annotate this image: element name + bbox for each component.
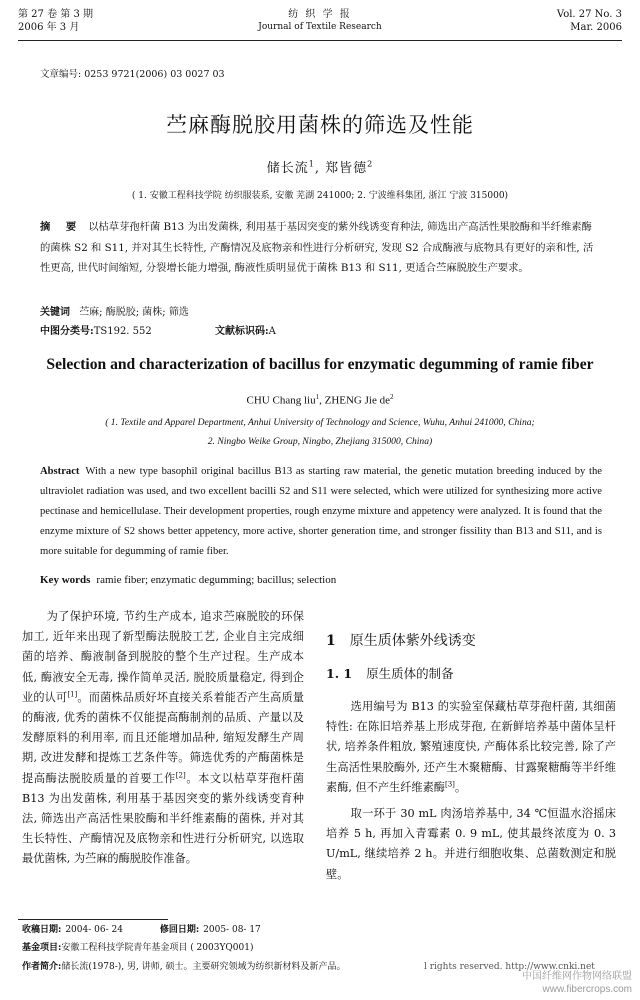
author-bio-text: 储长流(1978-), 男, 讲师, 硕士。主要研究领域为纺织新材料及新产品。 xyxy=(61,962,346,972)
watermark-line-1: 中国纤维网作物网络联盟 xyxy=(522,971,632,982)
ref-3: [3] xyxy=(445,780,455,789)
footnote-fund xyxy=(22,940,253,957)
affiliation-cn: ( 1. 安徽工程科技学院 纺织服装系, 安徽 芜湖 241000; 2. 宁波维科集团, 浙江 宁波 315000) xyxy=(131,191,509,201)
section-1-heading xyxy=(326,630,476,650)
abstract-en-label: Abstract xyxy=(40,466,80,477)
abstract-en xyxy=(40,462,602,562)
header-right xyxy=(557,8,622,34)
body-right-column xyxy=(326,697,616,885)
keywords-cn-label: 关键词 xyxy=(40,307,70,318)
author-1-en: CHU Chang liu xyxy=(246,394,316,407)
abstract-en-text: With a new type basophil original bacillus B13 as starting raw material, the genetic mutation breeding induced by the ultraviolet radiation was used, and two excellent bacilli S2 and S11 were selected, which were utilized for synthesizing more active pectinase and hemicellulase. Their development properties, rough enzyme mixture and appetency were analyzed. It is found that the enzyme mixture of S2 shows better appetency, more active, shorter generation time, and stronger fissility than B13 and S11, and is more suitable for degumming of ramie fiber. xyxy=(40,466,602,557)
header-volume: 第 27 卷 第 3 期 xyxy=(18,9,93,20)
abstract-cn-text: 以枯草芽孢杆菌 B13 为出发菌株, 利用基于基因突变的紫外线诱变育种法, 筛选出产高活性果胶酶和半纤维素酶的菌株 S2 和 S11, 并对其生长特性, 产酶情况及底物亲和性进行分析研究, 发现 S2 合成酶液与底物具有更好的亲和性, 活性更高, 世代时间缩短, 分裂增长能力增强, 酶液性质明显优于菌株 B13 和 S11, 更适合苎麻脱胶生产要求。 xyxy=(40,221,594,274)
received-label: 收稿日期: xyxy=(22,925,62,935)
title-cn: 苎麻酶脱胶用菌株的筛选及性能 xyxy=(166,113,474,137)
revised-label: 修回日期: xyxy=(159,925,200,935)
footnote-rule xyxy=(18,919,168,920)
header-date-en: Mar. 2006 xyxy=(570,22,622,33)
author-1-sup: 1 xyxy=(308,159,315,169)
header-left xyxy=(18,8,93,34)
body-right-text-1: 选用编号为 B13 的实验室保藏枯草芽孢杆菌, 其细菌特性: 在陈旧培养基上形成芽孢, 在新鲜培养基中菌体呈杆状, 培养条件粗放, 繁殖速度快, 产酶体系比较完善, 除了产生高活性果胶酶外, 还产生木聚糖酶、甘露聚糖酶等半纤维素酶, 但不产生纤维素酶 xyxy=(326,700,616,794)
article-number: 文章编号: 0253 9721(2006) 03 0027 03 xyxy=(40,69,225,80)
author-sep-en: , xyxy=(319,394,325,407)
section-1-1-heading xyxy=(326,664,454,682)
doc-code-label: 文献标识码: xyxy=(214,326,269,337)
journal-title-en: Journal of Textile Research xyxy=(258,22,382,32)
ref-2: [2] xyxy=(175,770,186,779)
watermark-line-2: www.fibercrops.com xyxy=(542,984,632,995)
section-1-number: 1 xyxy=(326,633,336,649)
body-right-paragraph-2: 取一环于 30 mL 肉汤培养基中, 34 ℃恒温水浴摇床培养 5 h, 再加入青霉素 0. 9 mL, 使其最终浓度为 0. 3 U/mL, 继续培养 2 h。并进行细胞收集、总菌数测定和脱壁。 xyxy=(326,807,616,881)
body-left-text-3: 。本文以枯草芽孢杆菌 B13 为出发菌株, 利用基于基因突变的紫外线诱变育种法, 筛选出产高活性果胶酶和半纤维素酶的菌株, 并对其生长特性、产酶情况及底物亲和性进行分析研究, 以选取最优菌株, 为苎麻的酶脱胶作准备。 xyxy=(22,771,304,866)
keywords-cn-text: 苎麻; 酶脱胶; 菌株; 筛选 xyxy=(79,307,189,318)
body-left-text-1: 为了保护环境, 节约生产成本, 追求苎麻脱胶的环保加工, 近年来出现了新型酶法脱胶工艺, 企业自主完成细菌的培养、酶液制备到脱胶的整个生产过程。生产成本低, 酶液安全无毒, 操作简单灵活, 脱胶质量稳定, 得到企业的认可 xyxy=(22,610,304,704)
footnote-dates xyxy=(22,922,261,939)
body-right-text-1-end: 。 xyxy=(454,780,467,794)
authors-cn xyxy=(0,157,640,176)
body-left-column xyxy=(22,607,304,870)
body-left-paragraph xyxy=(22,607,304,870)
revised-date: 2005- 08- 17 xyxy=(203,925,261,935)
header-date: 2006 年 3 月 xyxy=(18,22,80,33)
section-1-title: 原生质体紫外线诱变 xyxy=(349,633,476,649)
fund-label: 基金项目: xyxy=(22,943,62,953)
abstract-cn-label: 摘 要 xyxy=(40,221,83,233)
header-rule xyxy=(18,40,622,41)
title-en: Selection and characterization of bacillus for enzymatic degumming of ramie fiber xyxy=(46,356,594,373)
author-2-en: ZHENG Jie de xyxy=(324,394,390,407)
author-1-cn: 储长流 xyxy=(266,161,309,176)
abstract-cn xyxy=(40,217,602,279)
fund-text: 安徽工程科技学院青年基金项目 ( 2003YQ001) xyxy=(61,943,254,953)
ref-1: [1] xyxy=(67,690,78,699)
clc-label: 中图分类号: xyxy=(40,326,94,337)
journal-title-cn: 纺 织 学 报 xyxy=(288,9,352,20)
affiliation-en-line-2: 2. Ningbo Weike Group, Ningbo, Zhejiang 315000, China) xyxy=(207,436,433,447)
author-2-sup: 2 xyxy=(367,159,374,169)
section-1-1-number: 1. 1 xyxy=(326,666,353,681)
watermark xyxy=(522,970,632,996)
clc-value: TS192. 552 xyxy=(93,326,152,337)
doc-code-value: A xyxy=(268,326,276,337)
author-1-en-sup: 1 xyxy=(315,393,320,401)
section-1-1-title: 原生质体的制备 xyxy=(366,666,454,681)
authors-en xyxy=(0,393,640,407)
keywords-en-label: Key words xyxy=(40,574,91,586)
author-2-en-sup: 2 xyxy=(389,393,394,401)
author-2-cn: 郑皆德 xyxy=(325,161,368,176)
classification xyxy=(40,322,276,337)
keywords-en xyxy=(40,574,336,586)
keywords-en-text: ramie fiber; enzymatic degumming; bacillus; selection xyxy=(96,574,337,586)
header-vol-en: Vol. 27 No. 3 xyxy=(556,9,622,20)
body-left-text-2: 。而菌株品质好坏直接关系着能否产生高质量的酶液, 优秀的菌株不仅能提高酶制剂的品质、产量以及发酵原料的利用率, 而且还能增加品种, 缩短发酵生产周期, 改进发酵和提炼工艺条件等。筛选优秀的产酶菌株是提高酶法脱胶质量的首要工作 xyxy=(22,690,304,785)
author-bio-label: 作者简介: xyxy=(22,962,62,972)
author-sep-cn: , xyxy=(314,161,326,176)
affiliation-en-line-1: ( 1. Textile and Apparel Department, Anhui University of Technology and Science, Wuhu, Anhui 241000, China; xyxy=(105,417,535,428)
received-date: 2004- 06- 24 xyxy=(65,925,123,935)
footnote-author xyxy=(22,959,422,976)
body-right-paragraph-1 xyxy=(326,697,616,798)
header-center xyxy=(220,8,420,34)
copyright-line: l rights reserved. http://www.cnki.net xyxy=(424,962,595,972)
keywords-cn xyxy=(40,303,189,318)
